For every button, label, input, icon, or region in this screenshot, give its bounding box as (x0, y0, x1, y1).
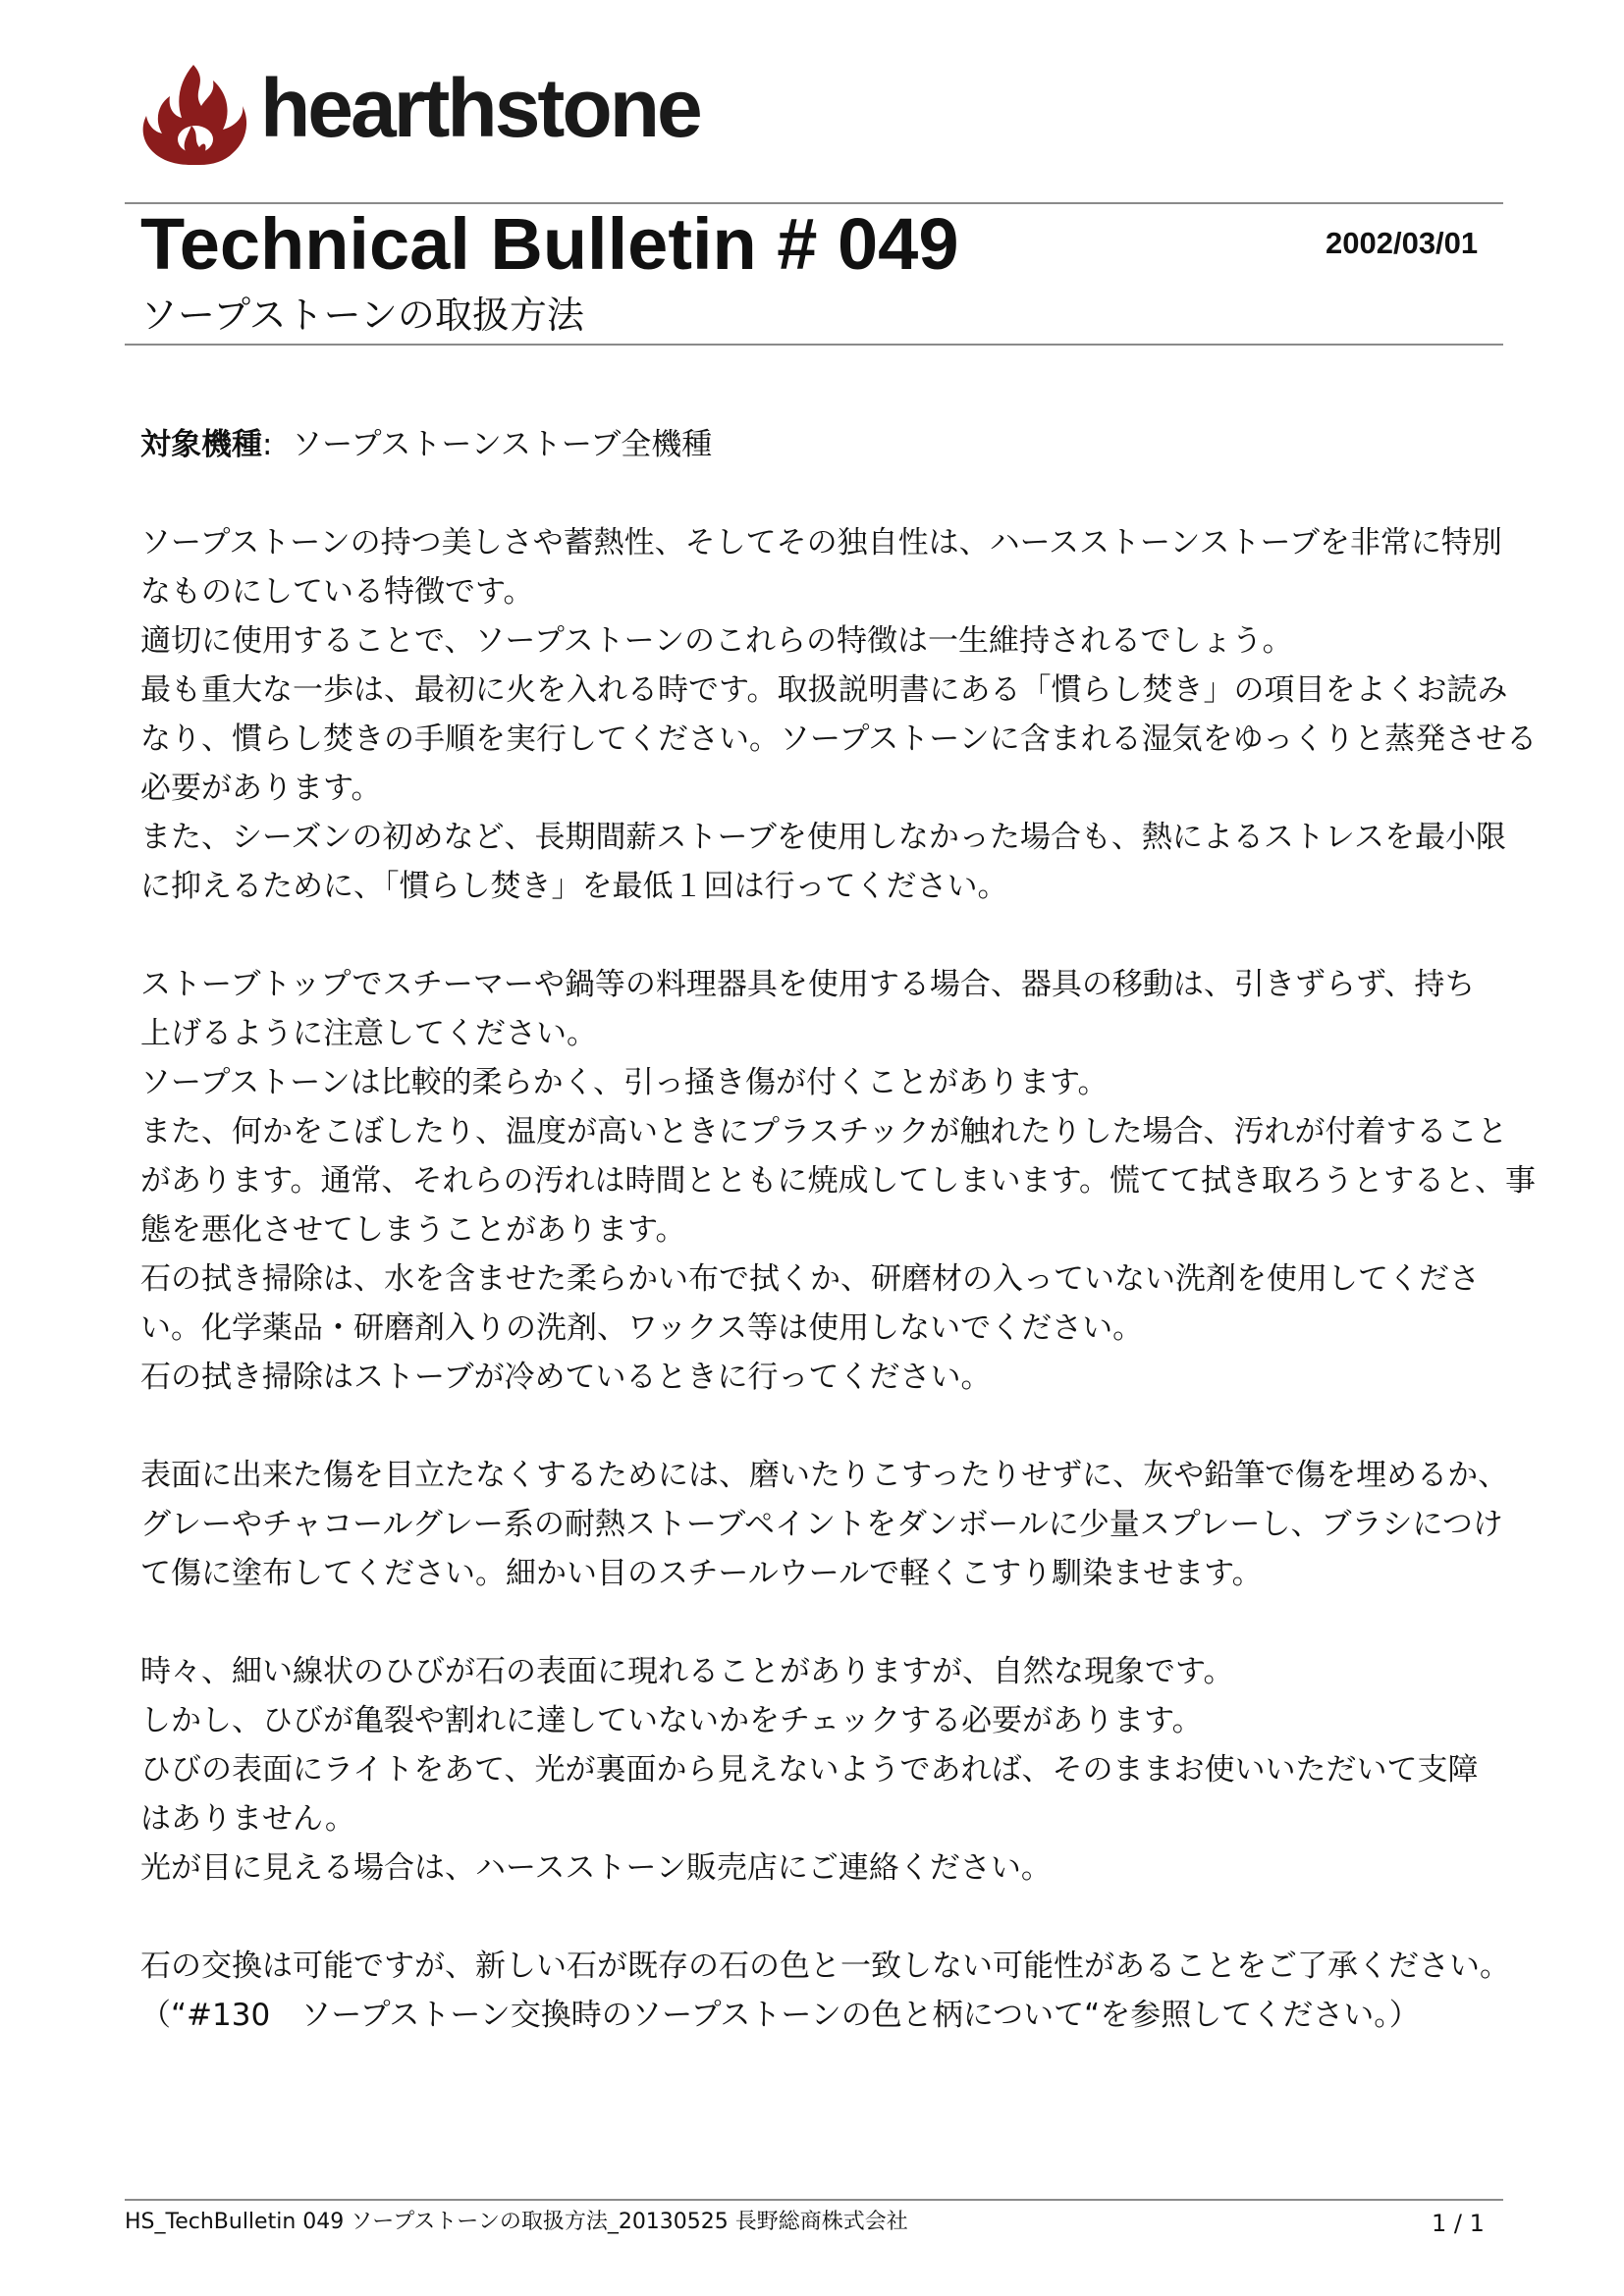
bulletin-subtitle: ソープストーンの取扱方法 (140, 294, 584, 337)
paragraph-gap (140, 1893, 1515, 1942)
paragraph-scratches (140, 1451, 1515, 1598)
text-line: なものにしている特徴です。 (140, 574, 534, 610)
text-line: また、シーズンの初めなど、長期間薪ストーブを使用しなかった場合も、熱によるストレスを最小限 (140, 820, 1506, 855)
paragraph-cracks (140, 1647, 1515, 1893)
target-label: 対象機種 (140, 427, 262, 462)
text-line: はありません。 (140, 1801, 355, 1837)
hearthstone-logo (140, 61, 700, 169)
text-line: 石の拭き掃除は、水を含ませた柔らかい布で拭くか、研磨材の入っていない洗剤を使用してくださ (140, 1261, 1480, 1297)
paragraph-break-in (140, 518, 1538, 911)
bulletin-date: 2002/03/01 (1326, 226, 1479, 260)
text-line: 適切に使用することで、ソープストーンのこれらの特徴は一生維持されるでしょう。 (140, 623, 1293, 659)
paragraph-gap (140, 911, 1515, 960)
text-line: い。化学薬品・研磨剤入りの洗剤、ワックス等は使用しないでください。 (140, 1310, 1144, 1346)
bulletin-body (140, 420, 1538, 2040)
target-value: ソープストーンストーブ全機種 (292, 427, 713, 462)
paragraph-care (140, 960, 1537, 1402)
text-line: 石の交換は可能ですが、新しい石が既存の石の色と一致しない可能性があることをご了承ください。 (140, 1949, 1510, 1984)
paragraph-gap (140, 469, 1515, 518)
text-line: なり、慣らし焚きの手順を実行してください。ソープストーンに含まれる湿気をゆっくりと蒸発させる (140, 721, 1538, 757)
text-line: 必要があります。 (140, 771, 382, 806)
footer-page-number: 1 / 1 (1432, 2210, 1485, 2237)
text-line: ソープストーンは比較的柔らかく、引っ掻き傷が付くことがあります。 (140, 1065, 1109, 1100)
logo-wordmark: hearthstone (260, 62, 700, 154)
flame-icon (140, 61, 250, 167)
text-line: て傷に塗布してください。細かい目のスチールウールで軽くこすり馴染ませます。 (140, 1556, 1263, 1591)
footer-rule (125, 2199, 1503, 2201)
paragraph-replacement (140, 1942, 1515, 2040)
text-line: 時々、細い線状のひびが石の表面に現れることがありますが、自然な現象です。 (140, 1654, 1234, 1689)
header-bottom-rule (125, 344, 1503, 346)
text-line: があります。通常、それらの汚れは時間とともに焼成してしまいます。慌てて拭き取ろうとすると、事 (140, 1163, 1537, 1199)
text-line: 態を悪化させてしまうことがあります。 (140, 1212, 686, 1248)
bulletin-title: Technical Bulletin # 049 (140, 203, 959, 285)
target-models (140, 420, 1515, 469)
footer-document-info: HS_TechBulletin 049 ソープストーンの取扱方法_20130525 長野総商株式会社 (125, 2210, 908, 2234)
text-line: 上げるように注意してください。 (140, 1016, 597, 1051)
text-line: ソープストーンの持つ美しさや蓄熱性、そしてその独自性は、ハースストーンストーブを非常に特別 (140, 525, 1502, 561)
text-line: また、何かをこぼしたり、温度が高いときにプラスチックが触れたりした場合、汚れが付着すること (140, 1114, 1508, 1149)
text-line: 光が目に見える場合は、ハースストーン販売店にご連絡ください。 (140, 1850, 1052, 1886)
paragraph-gap (140, 1402, 1515, 1451)
text-line: 石の拭き掃除はストーブが冷めているときに行ってください。 (140, 1360, 992, 1395)
text-line: しかし、ひびが亀裂や割れに達していないかをチェックする必要があります。 (140, 1703, 1203, 1738)
target-separator: : (262, 427, 273, 462)
text-line: ストーブトップでスチーマーや鍋等の料理器具を使用する場合、器具の移動は、引きずらず、持ち (140, 967, 1476, 1002)
text-line: （“#130 ソープストーン交換時のソープストーンの色と柄について“を参照してください。） (140, 1998, 1420, 2033)
paragraph-gap (140, 1598, 1515, 1647)
text-line: 表面に出来た傷を目立たなくするためには、磨いたりこすったりせずに、灰や鉛筆で傷を埋めるか、 (140, 1458, 1509, 1493)
text-line: ひびの表面にライトをあて、光が裏面から見えないようであれば、そのままお使いいただいて支障 (140, 1752, 1479, 1788)
text-line: 最も重大な一歩は、最初に火を入れる時です。取扱説明書にある「慣らし焚き」の項目をよくお読み (140, 672, 1508, 708)
text-line: に抑えるために、「慣らし焚き」を最低１回は行ってください。 (140, 869, 1008, 904)
text-line: グレーやチャコールグレー系の耐熱ストーブペイントをダンボールに少量スプレーし、ブラシにつけ (140, 1507, 1503, 1542)
